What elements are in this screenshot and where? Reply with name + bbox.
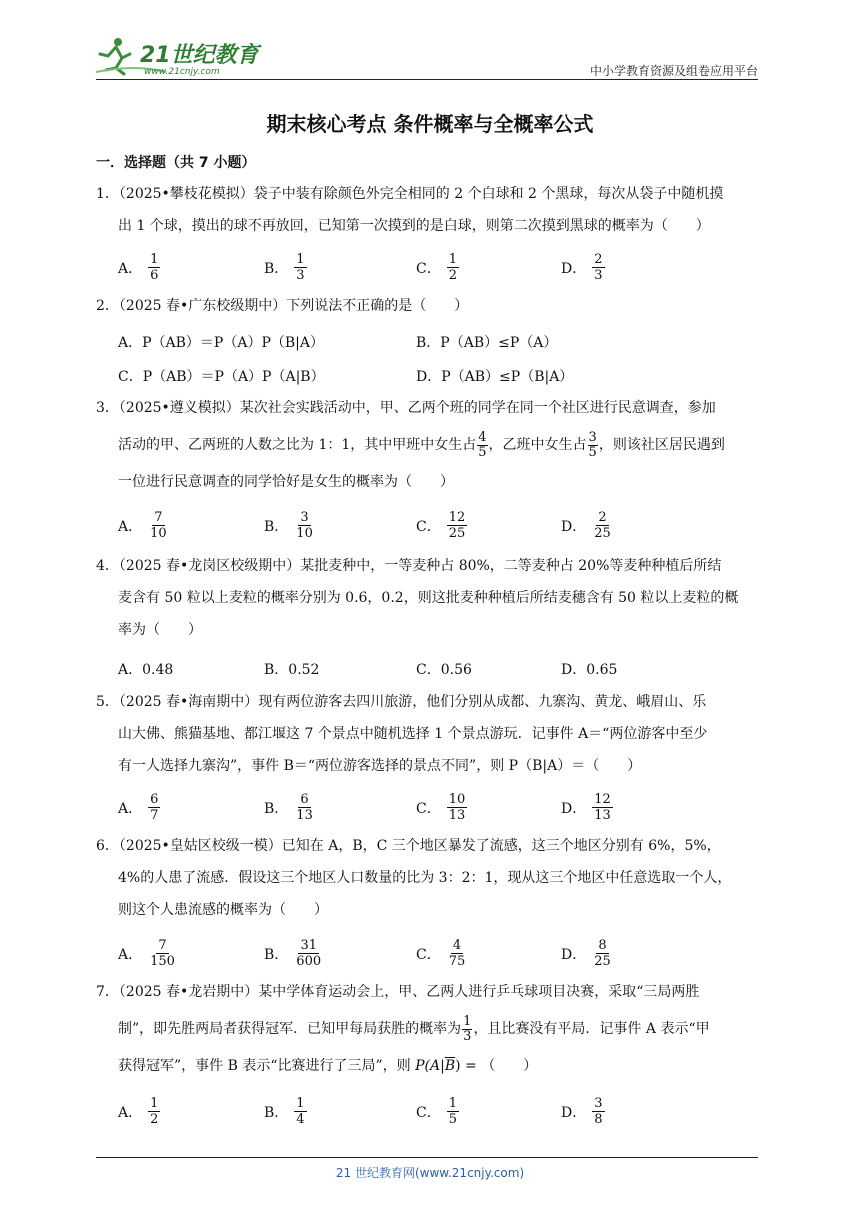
question-5 xyxy=(96,686,766,782)
option-a[interactable]: A．P（AB）＝P（A）P（B|A） xyxy=(118,335,324,351)
footer-divider xyxy=(96,1157,758,1158)
svg-text:21世纪教育: 21世纪教育 xyxy=(140,43,259,68)
option-c[interactable]: C． $\frac{1}{2}$ xyxy=(416,252,457,283)
page-title: 期末核心考点 条件概率与全概率公式 xyxy=(266,112,594,136)
question-text: 有一人选择九寨沟”，事件 B＝“两位游客选择的景点不同”，则 P（B|A）＝（ ） xyxy=(118,758,642,774)
question-text: 率为（ ） xyxy=(118,622,202,638)
option-fraction: $\frac{1}{2}$ xyxy=(448,252,457,283)
question-6 xyxy=(96,830,766,926)
option-d[interactable]: D． $\frac{3}{8}$ xyxy=(561,1096,603,1127)
option-a[interactable]: A． $\frac{1}{2}$ xyxy=(118,1096,159,1127)
option-c[interactable]: C． $\frac{4}{75}$ xyxy=(416,938,466,969)
question-text: 1．（2025•攀枝花模拟）袋子中装有除颜色外完全相同的 2 个白球和 2 个黑球，每次从袋子中随机摸 xyxy=(96,186,724,202)
option-fraction: $\frac{6}{13}$ xyxy=(296,792,313,823)
svg-text:www.21cnjy.com: www.21cnjy.com xyxy=(144,67,220,77)
question-7 xyxy=(96,976,766,1082)
option-c[interactable]: C．P（AB）＝P（A）P（A|B） xyxy=(118,369,325,385)
question-text: 5．（2025 春•海南期中）现有两位游客去四川旅游，他们分别从成都、九寨沟、黄龙、峨眉山、乐 xyxy=(96,694,707,710)
option-d[interactable]: D．P（AB）≤P（B|A） xyxy=(416,369,574,385)
option-d[interactable]: D．0.65 xyxy=(561,662,618,678)
option-b[interactable]: B． $\frac{31}{600}$ xyxy=(264,938,322,969)
option-b[interactable]: B． $\frac{1}{3}$ xyxy=(264,252,305,283)
logo-runner-icon xyxy=(96,34,266,78)
option-d[interactable]: D． $\frac{12}{13}$ xyxy=(561,792,611,823)
question-text: 活动的甲、乙两班的人数之比为 1：1，其中甲班中女生占 $\frac{4}{5}$ ，乙班中女生占 $\frac{3}{5}$ ，则该社区居民遇到 xyxy=(118,429,725,460)
question-text: 7．（2025 春•龙岩期中）某中学体育运动会上，甲、乙两人进行乒乓球项目决赛，采取“三局两胜 xyxy=(96,984,700,1000)
question-text: 4．（2025 春•龙岗区校级期中）某批麦种中，一等麦种占 80%，二等麦种占 20%等麦种种植后所结 xyxy=(96,558,722,574)
question-text: 2．（2025 春•广东校级期中）下列说法不正确的是（ ） xyxy=(96,298,469,314)
option-fraction: $\frac{10}{13}$ xyxy=(448,792,466,823)
option-a[interactable]: A． $\frac{7}{10}$ xyxy=(118,510,167,541)
option-fraction: $\frac{6}{7}$ xyxy=(150,792,159,823)
option-fraction: $\frac{3}{10}$ xyxy=(296,510,313,541)
question-text: 一位进行民意调查的同学恰好是女生的概率为（ ） xyxy=(118,474,454,490)
question-text: 4%的人患了流感．假设这三个地区人口数量的比为 3：2：1，现从这三个地区中任意选取一个人， xyxy=(118,870,732,886)
option-a[interactable]: A． $\frac{6}{7}$ xyxy=(118,792,159,823)
option-fraction: $\frac{2}{25}$ xyxy=(594,510,611,541)
option-b[interactable]: B． $\frac{6}{13}$ xyxy=(264,792,313,823)
question-text: 3．（2025•遵义模拟）某次社会实践活动中，甲、乙两个班的同学在同一个社区进行民意调查，参加 xyxy=(96,400,716,416)
question-2 xyxy=(96,290,766,322)
option-fraction: $\frac{2}{3}$ xyxy=(594,252,603,283)
option-a[interactable]: A． $\frac{7}{150}$ xyxy=(118,938,175,969)
footer-link[interactable]: 21 世纪教育网(www.21cnjy.com) xyxy=(335,1166,525,1180)
question-4 xyxy=(96,550,766,646)
question-text: 6．（2025•皇姑区校级一模）已知在 A，B，C 三个地区暴发了流感，这三个地区分别有 6%，5%， xyxy=(96,838,721,854)
option-c[interactable]: C． $\frac{12}{25}$ xyxy=(416,510,466,541)
option-d[interactable]: D． $\frac{2}{3}$ xyxy=(561,252,603,283)
option-a[interactable]: A．0.48 xyxy=(118,662,174,678)
option-fraction: $\frac{1}{6}$ xyxy=(150,252,159,283)
option-fraction: $\frac{1}{2}$ xyxy=(150,1096,159,1127)
question-text: 获得冠军”，事件 B 表示“比赛进行了三局”，则 $P(A|\overline{B})$ = （ ） xyxy=(118,1058,538,1074)
option-c[interactable]: C．0.56 xyxy=(416,662,472,678)
option-a[interactable]: A． $\frac{1}{6}$ xyxy=(118,252,159,283)
section-heading: 一．选择题（共 7 小题） xyxy=(96,155,256,171)
site-logo[interactable] xyxy=(96,34,266,78)
option-fraction: $\frac{7}{150}$ xyxy=(150,938,175,969)
option-fraction: $\frac{1}{3}$ xyxy=(296,252,305,283)
question-text: 制”，即先胜两局者获得冠军．已知甲每局获胜的概率为 $\frac{1}{3}$ ，且比赛没有平局．记事件 A 表示“甲 xyxy=(118,1013,710,1044)
question-text: 麦含有 50 粒以上麦粒的概率分别为 0.6，0.2，则这批麦种种植后所结麦穗含有 50 粒以上麦粒的概 xyxy=(118,590,739,606)
option-fraction: $\frac{8}{25}$ xyxy=(594,938,611,969)
option-d[interactable]: D． $\frac{8}{25}$ xyxy=(561,938,611,969)
option-b[interactable]: B．P（AB）≤P（A） xyxy=(416,335,558,351)
option-d[interactable]: D． $\frac{2}{25}$ xyxy=(561,510,611,541)
question-1 xyxy=(96,178,766,242)
option-fraction: $\frac{31}{600}$ xyxy=(296,938,322,969)
question-3 xyxy=(96,392,766,498)
option-fraction: $\frac{12}{13}$ xyxy=(594,792,611,823)
option-c[interactable]: C． $\frac{1}{5}$ xyxy=(416,1096,457,1127)
option-b[interactable]: B． $\frac{3}{10}$ xyxy=(264,510,313,541)
platform-name: 中小学教育资源及组卷应用平台 xyxy=(589,64,758,78)
option-c[interactable]: C． $\frac{10}{13}$ xyxy=(416,792,466,823)
inline-fraction: $\frac{1}{3}$ xyxy=(463,1013,472,1044)
page-header xyxy=(96,34,758,82)
option-fraction: $\frac{3}{8}$ xyxy=(594,1096,603,1127)
option-b[interactable]: B．0.52 xyxy=(264,662,320,678)
option-fraction: $\frac{7}{10}$ xyxy=(150,510,167,541)
inline-fraction: $\frac{4}{5}$ xyxy=(478,429,487,460)
option-fraction: $\frac{12}{25}$ xyxy=(448,510,466,541)
inline-fraction: $\frac{3}{5}$ xyxy=(588,429,597,460)
option-fraction: $\frac{4}{75}$ xyxy=(448,938,466,969)
option-b[interactable]: B． $\frac{1}{4}$ xyxy=(264,1096,305,1127)
question-text: 则这个人患流感的概率为（ ） xyxy=(118,902,328,918)
question-text: 出 1 个球，摸出的球不再放回，已知第一次摸到的是白球，则第二次摸到黑球的概率为（ ） xyxy=(118,218,710,234)
option-fraction: $\frac{1}{4}$ xyxy=(296,1096,305,1127)
option-fraction: $\frac{1}{5}$ xyxy=(448,1096,457,1127)
header-divider xyxy=(96,79,758,80)
question-text: 山大佛、熊猫基地、都江堰这 7 个景点中随机选择 1 个景点游玩．记事件 A＝“两位游客中至少 xyxy=(118,726,708,742)
